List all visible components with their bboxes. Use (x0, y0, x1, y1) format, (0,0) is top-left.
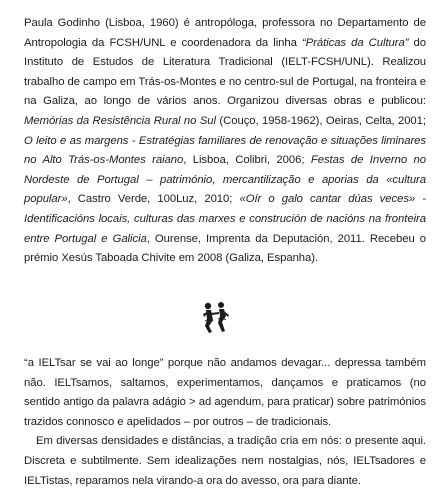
bio-title: “Práticas da Cultura” (301, 36, 409, 49)
bio-text: Paula Godinho (Lisboa, 1960) é antropóloga, professora no Departamento de Antropologia da FCSH/UNL e coordenadora da linha (24, 17, 426, 49)
bio-text: , Lisboa, Colibri, 2006; (183, 154, 311, 167)
bio-title: Memórias da Resistência Rural no Sul (24, 114, 216, 127)
author-bio (24, 14, 426, 269)
bio-title: O leito e as margens - Estratégias familiares de renovação e situações liminares no Alto Trás-os-Montes raiano (24, 134, 426, 167)
bio-title: «Oír o galo cantar dúas veces» -Identificacións locais, culturas das marxes e construción de nacións na fronteira entre Portugal e Galicia (24, 193, 426, 245)
quote-paragraph: Em diversas densidades e distâncias, a tradição cria em nós: o presente aqui. Discreta e subtilmente. Sem idealizações nem nostalgias, nós, IELTsadores e IELTistas, reparamos nela virando-a ora do avesso, ora para diante. (24, 435, 426, 487)
dancing-figure-icon (200, 300, 230, 334)
bio-text: , Ourense, Imprenta da Deputación, 2011. Recebeu o prémio Xesús Taboada Chivite em 2008 (Galiza, Espanha). (24, 232, 426, 265)
ielt-quote (24, 354, 426, 491)
quote-paragraph: “a IELTsar se vai ao longe” porque não andamos devagar... depressa também não. IELTsamos, saltamos, experimentamos, dançamos e praticamos (no sentido antigo da palavra adágio > ad agendum, para praticar) sobre patrimónios trazidos connosco e apelidados – por outros – de tradicionais. (24, 357, 426, 428)
bio-text: , Castro Verde, 100Luz, 2010; (67, 193, 240, 206)
bio-text: do Instituto de Estudos de Literatura Tradicional (IELT-FCSH/UNL). Realizou trabalho de campo em Trás-os-Montes e no centro-sul de Portugal, na fronteira e na Galiza, ao longo de vários anos. Organizou diversas obras e publicou: (24, 36, 426, 108)
bio-title: Festas de Inverno no Nordeste de Portugal – património, mercantilização e aporias da «cultura popular» (24, 154, 426, 206)
bio-text: (Couço, 1958-1962), Oeiras, Celta, 2001; (216, 114, 426, 127)
